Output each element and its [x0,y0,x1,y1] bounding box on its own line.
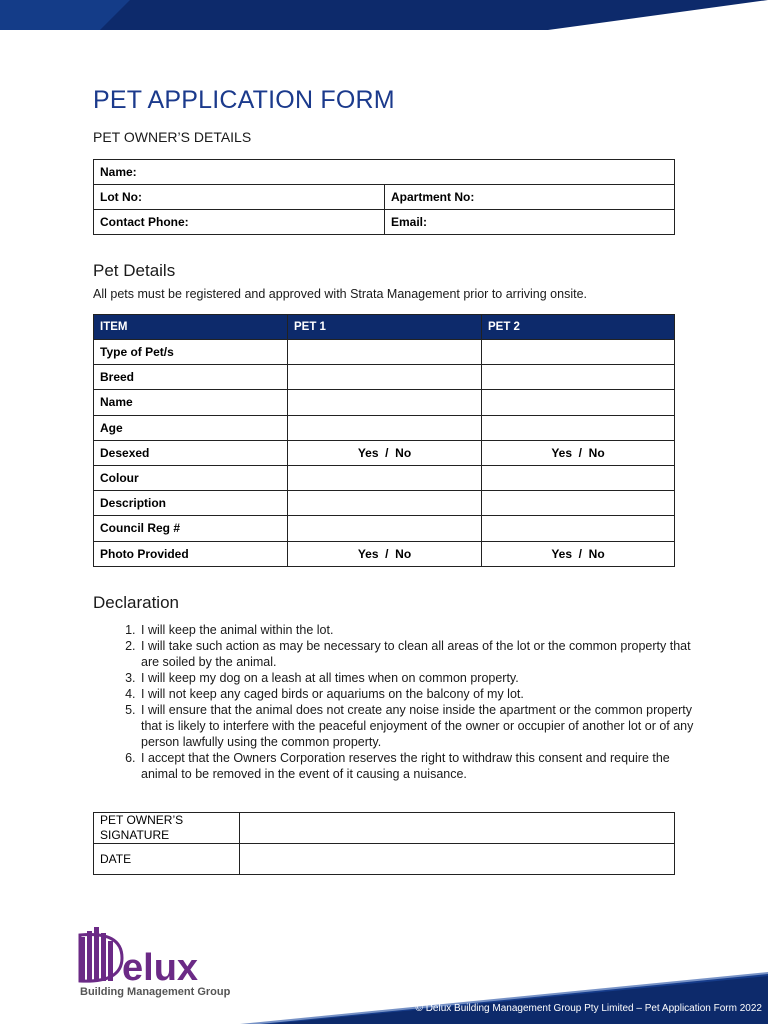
pet1-cell[interactable] [288,491,482,516]
table-row [94,365,675,390]
phone-field[interactable] [94,210,385,235]
pet2-cell[interactable] [482,365,675,390]
signature-label: PET OWNER’S SIGNATURE [94,813,240,844]
email-label: Email: [391,215,428,229]
pet1-yes-no[interactable]: Yes / No [288,440,482,465]
table-header-row [94,315,675,340]
list-item: 5. I will ensure that the animal does not create any noise inside the apartment or the common property that is likely to interfere with the peaceful enjoyment of the owner or occupier of another lot or of any person lawfully using the common property. [139,702,699,750]
signature-field[interactable] [240,813,675,844]
pet-note: All pets must be registered and approved with Strata Management prior to arriving onsite. [93,287,588,301]
list-item: 6. I accept that the Owners Corporation reserves the right to withdraw this consent and require the animal to be removed in the event of it causing a nuisance. [139,750,699,782]
pet2-cell[interactable] [482,465,675,490]
signature-table [93,812,675,875]
pet2-yes-no[interactable]: Yes / No [482,541,675,566]
pet1-cell[interactable] [288,415,482,440]
list-item: 2. I will take such action as may be necessary to clean all areas of the lot or the common property that are soiled by the animal. [139,638,699,670]
pet1-cell[interactable] [288,465,482,490]
pet2-cell[interactable] [482,415,675,440]
pet1-cell[interactable] [288,390,482,415]
date-field[interactable] [240,844,675,875]
list-item: 4. I will not keep any caged birds or aquariums on the balcony of my lot. [139,686,699,702]
table-row [94,340,675,365]
table-row [94,516,675,541]
row-label: Type of Pet/s [94,340,288,365]
pet1-cell[interactable] [288,516,482,541]
row-label: Desexed [94,440,288,465]
apartment-label: Apartment No: [391,190,475,204]
name-label: Name: [100,165,137,179]
table-row [94,415,675,440]
pet-section-title: Pet Details [93,261,176,280]
pet2-cell[interactable] [482,516,675,541]
pet-details-table [93,314,675,567]
pet2-cell[interactable] [482,390,675,415]
header-pet2: PET 2 [482,315,675,340]
logo-tagline: Building Management Group [80,986,231,998]
lot-label: Lot No: [100,190,142,204]
footer-copyright: © Delux Building Management Group Pty Limited – Pet Application Form 2022 [415,1003,762,1014]
list-item: 3. I will keep my dog on a leash at all times when on common property. [139,670,699,686]
email-field[interactable] [385,210,675,235]
pet2-yes-no[interactable]: Yes / No [482,440,675,465]
apartment-field[interactable] [385,185,675,210]
owner-details-table [93,159,675,235]
list-item: 1. I will keep the animal within the lot. [139,622,699,638]
name-field[interactable] [94,160,675,185]
row-label: Name [94,390,288,415]
row-label: Description [94,491,288,516]
pet1-cell[interactable] [288,365,482,390]
header-item: ITEM [94,315,288,340]
pet1-cell[interactable] [288,340,482,365]
table-row [94,465,675,490]
row-label: Council Reg # [94,516,288,541]
table-row [94,491,675,516]
owner-section-title: PET OWNER’S DETAILS [93,129,252,145]
row-label: Photo Provided [94,541,288,566]
row-label: Breed [94,365,288,390]
pet2-cell[interactable] [482,491,675,516]
pet2-cell[interactable] [482,340,675,365]
logo-wordmark: elux [122,947,199,989]
row-label: Age [94,415,288,440]
lot-field[interactable] [94,185,385,210]
declaration-list [115,622,699,782]
date-label: DATE [94,844,240,875]
phone-label: Contact Phone: [100,215,189,229]
table-row [94,390,675,415]
header-band [0,0,768,30]
table-row [94,541,675,566]
table-row [94,440,675,465]
form-title: PET APPLICATION FORM [93,86,395,114]
pet1-yes-no[interactable]: Yes / No [288,541,482,566]
header-pet1: PET 1 [288,315,482,340]
delux-logo [78,925,238,1001]
row-label: Colour [94,465,288,490]
declaration-title: Declaration [93,593,179,612]
